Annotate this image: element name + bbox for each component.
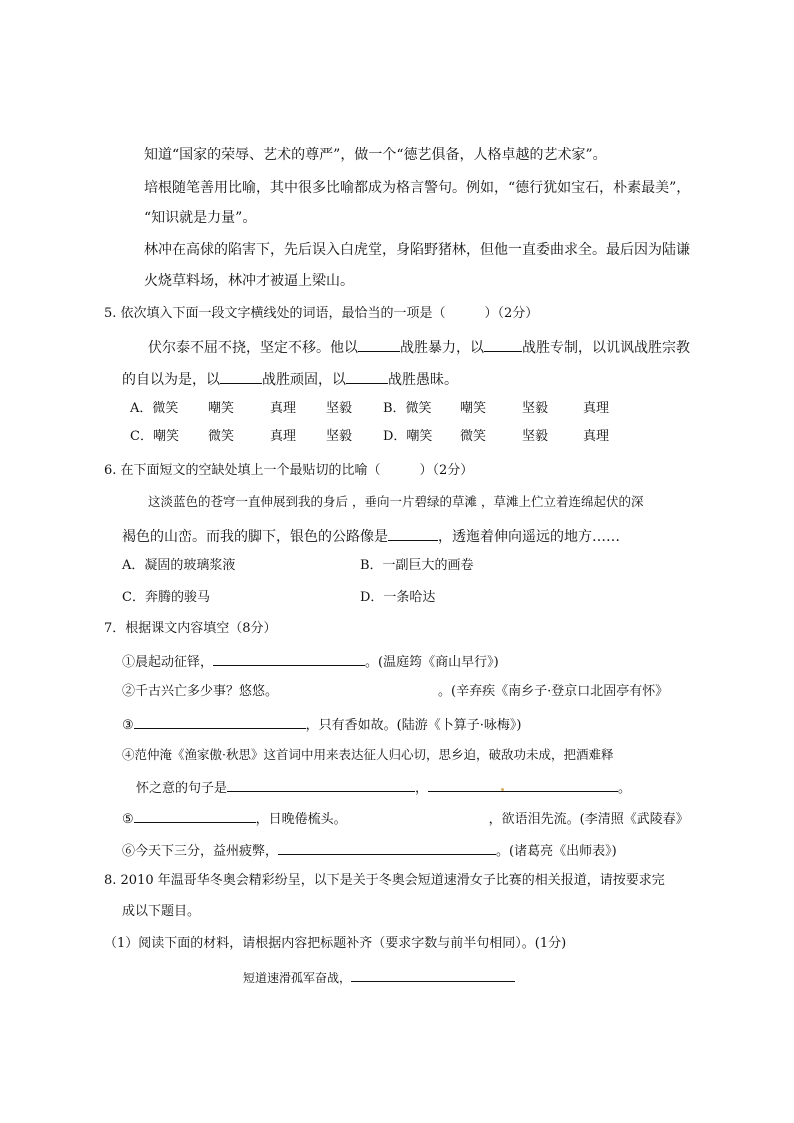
intro-line-3: “知识就是力量”。	[144, 210, 257, 226]
intro-line-4: 林冲在高俅的陷害下，先后误入白虎堂，身陷野猪林，但他一直委曲求全。最后因为陆谦	[144, 242, 690, 258]
q6-option-c[interactable]: C．奔腾的骏马	[122, 590, 210, 605]
q8-title-line: 短道速滑孤军奋战，	[243, 967, 515, 987]
q5-blank-3[interactable]	[220, 369, 262, 384]
q7-item-2: ②千古兴亡多少事？悠悠。 。(辛弃疾《南乡子·登京口北固亭有怀》	[122, 684, 669, 699]
q7-blank-4b[interactable]	[428, 777, 618, 792]
q7-item-4: ④范仲淹《渔家傲·秋思》这首词中用来表达征人归心切，思乡迫，破敌功未成，把酒难释	[122, 747, 614, 762]
q5-option-a-word-1[interactable]: A．微笑	[130, 401, 179, 416]
q6-stem: 6. 在下面短文的空缺处填上一个最贴切的比喻（ ）（2分）	[104, 463, 474, 478]
q8-stem-line-2: 成以下题目。	[122, 904, 201, 919]
q5-stem: 5. 依次填入下面一段文字横线处的词语，最恰当的一项是（ ）（2分）	[104, 306, 539, 321]
q5-option-a-word-2: 嘲笑	[208, 401, 235, 416]
q5-option-c-word-2: 微笑	[208, 429, 235, 444]
intro-line-2: 培根随笔善用比喻，其中很多比喻都成为格言警句。例如，“德行犹如宝石，朴素最美”，	[144, 180, 691, 196]
q5-option-c-word-1[interactable]: C．嘲笑	[130, 429, 179, 444]
q5-option-b-word-4: 真理	[583, 401, 610, 416]
q5-blank-4[interactable]	[346, 369, 388, 384]
q5-option-a-word-4: 坚毅	[326, 401, 353, 416]
q5-option-a-word-3: 真理	[270, 401, 297, 416]
q5-option-d-word-2: 微笑	[460, 429, 487, 444]
q5-blank-1[interactable]	[358, 337, 400, 352]
q5-option-d-word-4: 真理	[583, 429, 610, 444]
q6-option-b[interactable]: B．一副巨大的画卷	[360, 558, 474, 573]
q7-item-6: ⑥今天下三分，益州疲弊， 。(诸葛亮《出师表》)	[122, 840, 617, 861]
q7-blank-5a[interactable]	[134, 808, 256, 823]
q8-title-blank[interactable]	[351, 967, 515, 982]
q6-passage-line-2: 褐色的山峦。而我的脚下，银色的公路像是 ，透迤着伸向遥远的地方……	[122, 526, 620, 546]
q7-blank-3[interactable]	[134, 714, 306, 729]
q5-option-b-word-3: 坚毅	[522, 401, 549, 416]
q5-option-b-word-2: 嘲笑	[460, 401, 487, 416]
q5-passage-line-2: 的自以为是，以 战胜顽固，以 战胜愚昧。	[122, 369, 458, 389]
q6-passage-line-1: 这淡蓝色的苍穹一直伸展到我的身后 ，垂向一片碧绿的草滩 ，草滩上伫立着连绵起伏的深	[148, 494, 644, 509]
q7-item-3: ③ ，只有香如故。(陆游《卜算子·咏梅》)	[122, 714, 521, 735]
q7-stem: 7．根据课文内容填空（8分）	[104, 621, 277, 636]
q5-option-c-word-3: 真理	[270, 429, 297, 444]
q7-blank-4a[interactable]	[227, 777, 415, 792]
q5-option-c-word-4: 坚毅	[326, 429, 353, 444]
q8-sub-question-1: （1）阅读下面的材料，请根据内容把标题补齐（要求字数与前半句相同）。(1分)	[104, 936, 567, 951]
q6-blank[interactable]	[388, 526, 438, 541]
q6-option-d[interactable]: D．一条哈达	[360, 590, 436, 605]
q7-blank-6[interactable]	[278, 840, 496, 855]
q8-stem-line-1: 8. 2010 年温哥华冬奥会精彩纷呈，以下是关于冬奥会短道速滑女子比赛的相关报道，请按要求完	[104, 873, 665, 888]
stray-dot	[501, 788, 504, 791]
q5-option-b-word-1[interactable]: B．微笑	[383, 401, 432, 416]
q7-item-1: ①晨起动征铎， 。(温庭筠《商山早行》)	[122, 651, 499, 672]
intro-line-5: 火烧草料场，林冲才被逼上梁山。	[144, 273, 354, 289]
q6-option-a[interactable]: A．凝固的玻璃浆液	[122, 558, 236, 573]
q5-blank-2[interactable]	[484, 337, 522, 352]
q7-blank-1[interactable]	[213, 651, 365, 666]
q5-option-d-word-3: 坚毅	[522, 429, 549, 444]
q7-item-4-answer: 怀之意的句子是 ， 。	[136, 777, 631, 798]
q5-option-d-word-1[interactable]: D．嘲笑	[383, 429, 433, 444]
q5-passage-line-1: 伏尔泰不屈不挠，坚定不移。他以 战胜暴力，以 战胜专制，以讥讽战胜宗教	[148, 337, 690, 357]
intro-line-1: 知道“国家的荣辱、艺术的尊严”，做一个“德艺俱备，人格卓越的艺术家”。	[144, 147, 607, 163]
q7-item-5: ⑤ ，日晚倦梳头。 ，欲语泪先流。(李清照《武陵春》	[122, 808, 689, 829]
